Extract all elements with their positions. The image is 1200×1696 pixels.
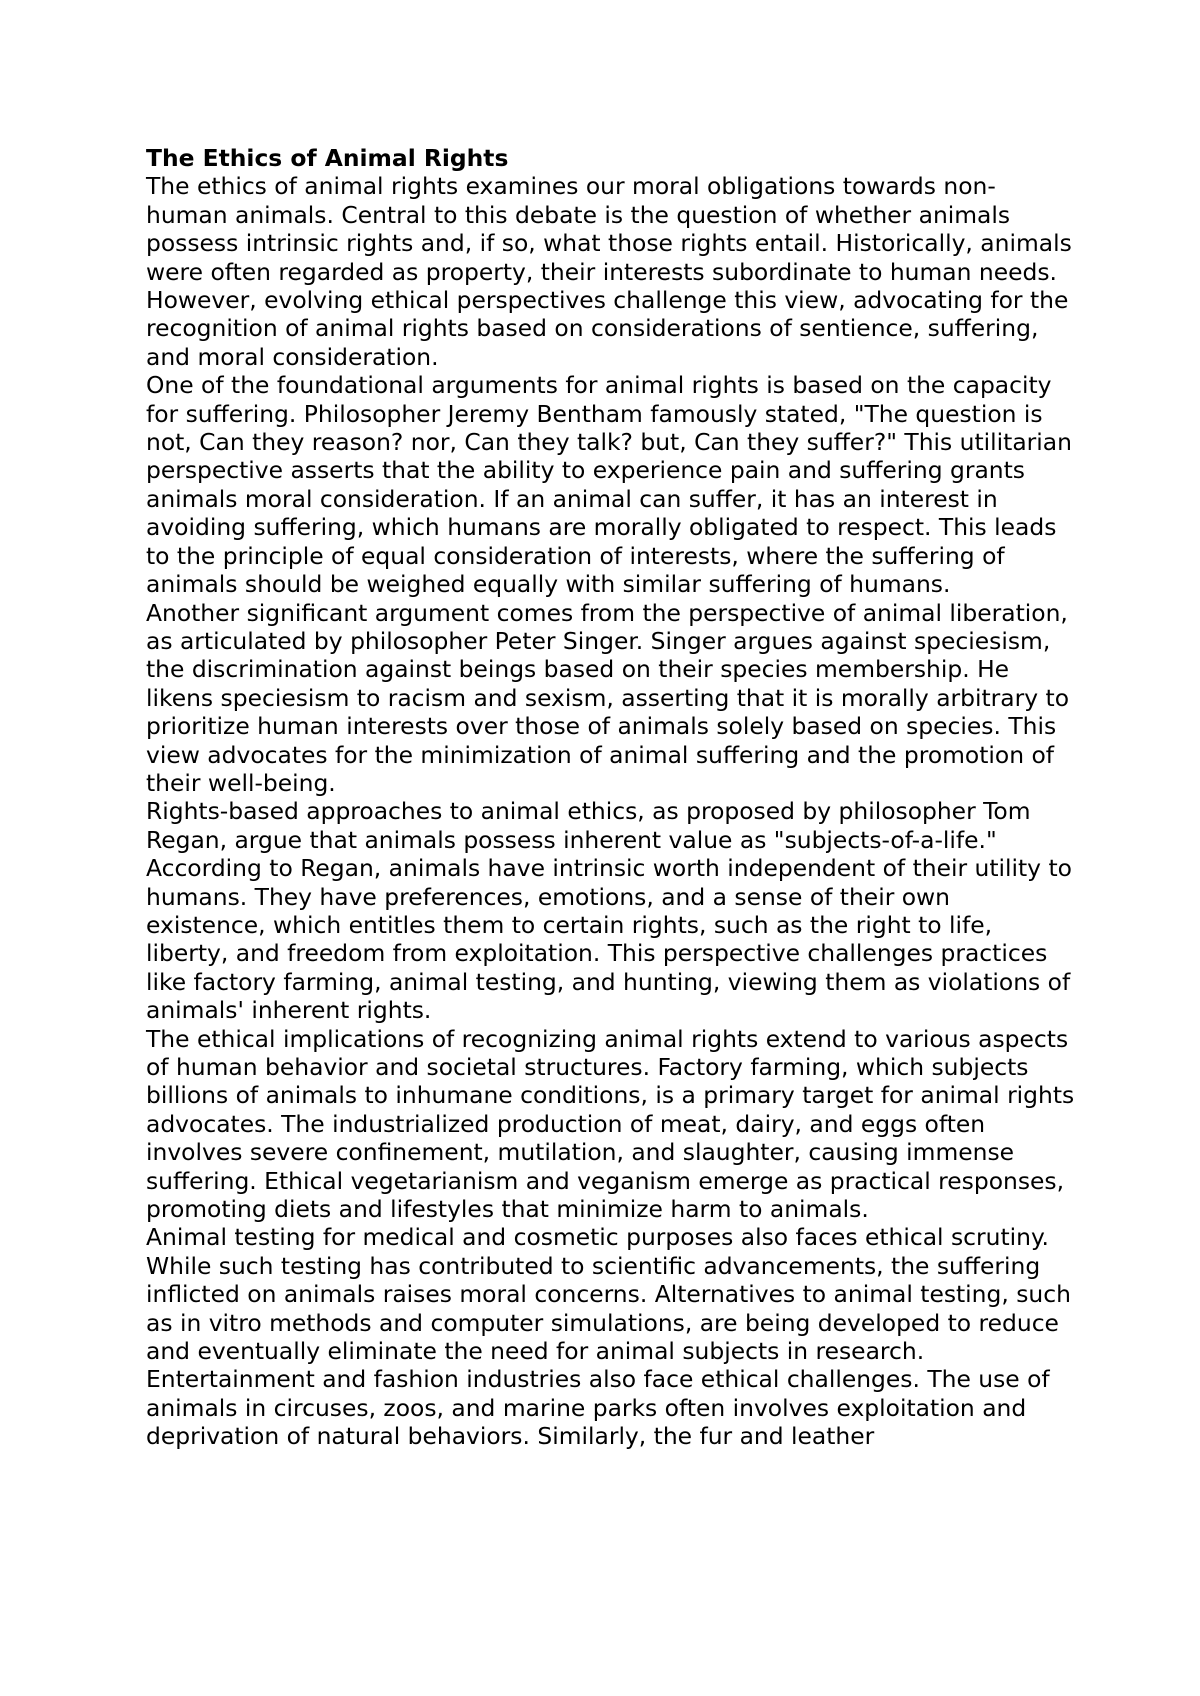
paragraph-bentham: One of the foundational arguments for animal rights is based on the capacity for suffering. Philosopher Jeremy Bentham famously stated, "The question is not, Can they reason? nor, Can they talk? but, Can they suffer?" This utilitarian perspective asserts that the ability to experience pain and suffering grants animals moral consideration. If an animal can suffer, it has an interest in avoiding suffering, which humans are morally obligated to respect. This leads to the principle of equal consideration of interests, where the suffering of animals should be weighed equally with similar suffering of humans. [146,371,1072,599]
paragraph-factory-farming: The ethical implications of recognizing animal rights extend to various aspects of human behavior and societal structures. Factory farming, which subjects billions of animals to inhumane conditions, is a primary target for animal rights advocates. The industrialized production of meat, dairy, and eggs often involves severe confinement, mutilation, and slaughter, causing immense suffering. Ethical vegetarianism and veganism emerge as practical responses, promoting diets and lifestyles that minimize harm to animals. [146,1024,1075,1224]
document-body [146,144,1076,1451]
paragraph-animal-testing: Animal testing for medical and cosmetic purposes also faces ethical scrutiny. While such testing has contributed to scientific advancements, the suffering inflicted on animals raises moral concerns. Alternatives to animal testing, such as in vitro methods and computer simulations, are being developed to reduce and eventually eliminate the need for animal subjects in research. [146,1223,1071,1366]
paragraph-entertainment-fashion: Entertainment and fashion industries also face ethical challenges. The use of animals in circuses, zoos, and marine parks often involves exploitation and deprivation of natural behaviors. Similarly, the fur and leather [146,1365,1050,1451]
paragraph-singer: Another significant argument comes from the perspective of animal liberation, as articulated by philosopher Peter Singer. Singer argues against speciesism, the discrimination against beings based on their species membership. He likens speciesism to racism and sexism, asserting that it is morally arbitrary to prioritize human interests over those of animals solely based on species. This view advocates for the minimization of animal suffering and the promotion of their well-being. [146,598,1070,797]
document-title: The Ethics of Animal Rights [146,144,509,172]
paragraph-regan: Rights-based approaches to animal ethics, as proposed by philosopher Tom Regan, argue that animals possess inherent value as "subjects-of-a-life." According to Regan, animals have intrinsic worth independent of their utility to humans. They have preferences, emotions, and a sense of their own existence, which entitles them to certain rights, such as the right to life, liberty, and freedom from exploitation. This perspective challenges practices like factory farming, animal testing, and hunting, viewing them as violations of animals' inherent rights. [146,797,1072,1025]
paragraph-intro: The ethics of animal rights examines our moral obligations towards non-human animals. Central to this debate is the question of whether animals possess intrinsic rights and, if so, what those rights entail. Historically, animals were often regarded as property, their interests subordinate to human needs. However, evolving ethical perspectives challenge this view, advocating for the recognition of animal rights based on considerations of sentience, suffering, and moral consideration. [146,172,1072,371]
